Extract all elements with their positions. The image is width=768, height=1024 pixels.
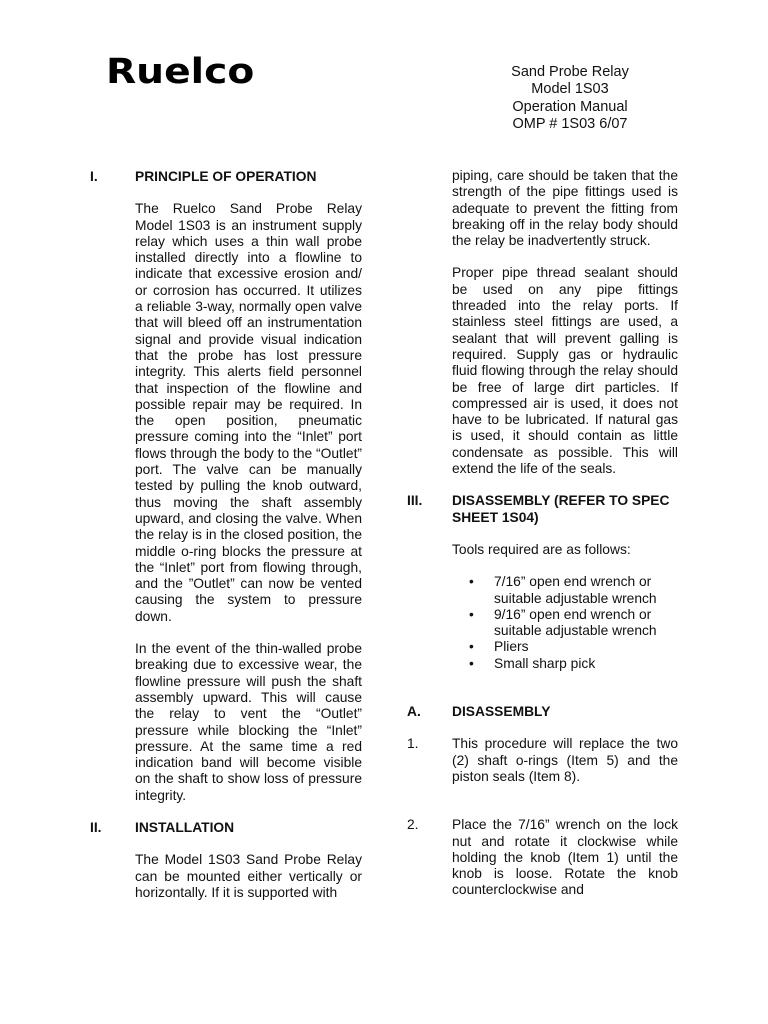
section-1-paragraph-1: The Ruelco Sand Probe Relay Model 1S03 is an instrument supply relay which uses a thin wall probe installed directly into a flowline to indicate that excessive erosion and/ or corrosion has occurred. It utilizes a reliable 3-way, normally open valve that will bleed off an instrumentation signal and provide visual indication that the probe has lost pressure integrity. This alerts field personnel that inspection of the flowline and possible repair may be required. In the open position, pneumatic pressure coming into the “Inlet” port flows through the body to the “Outlet” port. The valve can be manually tested by pulling the knob outward, thus moving the shaft assembly upward, and closing the valve. When the relay is in the closed position, the middle o-ring blocks the pressure at the “Inlet” port from flowing through, and the ”Outlet” can now be vented causing the system to pressure down. bbox=[135, 201, 363, 624]
section-1-number: I. bbox=[90, 169, 98, 184]
section-2-paragraph-1: The Model 1S03 Sand Probe Relay can be mounted either vertically or horizontally. If it is supported with bbox=[135, 852, 362, 900]
bullet-icon: • bbox=[469, 606, 474, 622]
step-2 bbox=[407, 817, 678, 898]
subsection-a-title: DISASSEMBLY bbox=[452, 704, 551, 720]
tools-intro: Tools required are as follows: bbox=[452, 541, 631, 557]
list-item: • Small sharp pick bbox=[469, 655, 596, 671]
section-2-heading bbox=[90, 820, 362, 836]
step-2-text: Place the 7/16” wrench on the lock nut and rotate it clockwise while holding the knob (Item 1) until the knob is loose. Rotate the knob counterclockwise and bbox=[452, 817, 678, 898]
tools-list bbox=[407, 574, 678, 672]
header-model: Model 1S03 bbox=[531, 81, 609, 98]
section-1-title: PRINCIPLE OF OPERATION bbox=[135, 169, 317, 184]
list-item: • 9/16” open end wrench or suitable adjustable wrench bbox=[469, 606, 657, 639]
section-3-title: DISASSEMBLY (REFER TO SPEC SHEET 1S04) bbox=[452, 493, 670, 525]
document-header bbox=[460, 64, 680, 134]
section-2-title: INSTALLATION bbox=[135, 819, 235, 835]
left-column bbox=[90, 169, 362, 901]
company-logo: Ruelco bbox=[106, 52, 255, 92]
step-1-number: 1. bbox=[407, 736, 419, 752]
subsection-a-number: A. bbox=[407, 704, 421, 720]
section-2-number: II. bbox=[90, 819, 102, 835]
subsection-a-heading bbox=[407, 704, 678, 720]
step-2-number: 2. bbox=[407, 817, 419, 833]
step-1-text: This procedure will replace the two (2) shaft o-rings (Item 5) and the piston seals (Item 8). bbox=[452, 736, 678, 784]
header-doc-type: Operation Manual bbox=[512, 98, 628, 115]
section-2-paragraph-2: piping, care should be taken that the strength of the pipe fittings used is adequate to prevent the fitting from breaking off in the relay body should the relay be inadvertently struck. bbox=[452, 168, 678, 249]
section-1-heading bbox=[90, 169, 362, 185]
list-item: • Pliers bbox=[469, 639, 529, 655]
bullet-icon: • bbox=[469, 574, 474, 590]
step-1 bbox=[407, 736, 678, 785]
section-2-paragraph-3: Proper pipe thread sealant should be used on any pipe fittings threaded into the relay ports. If stainless steel fittings are used, a sealant that will prevent galling is required. Supply gas or hydraulic fluid flowing through the relay should be free of large dirt particles. If compressed air is used, it does not have to be lubricated. If natural gas is used, it should contain as little condensate as possible. This will extend the life of the seals. bbox=[452, 265, 678, 477]
header-product: Sand Probe Relay bbox=[511, 64, 629, 80]
bullet-icon: • bbox=[469, 639, 474, 655]
section-3-heading bbox=[407, 493, 678, 526]
right-column bbox=[407, 168, 678, 899]
list-item: • 7/16” open end wrench or suitable adjustable wrench bbox=[469, 574, 657, 606]
section-3-number: III. bbox=[407, 493, 423, 509]
section-1-paragraph-2: In the event of the thin-walled probe breaking due to excessive wear, the flowline pressure will push the shaft assembly upward. This will cause the relay to vent the “Outlet” pressure while blocking the “Inlet” pressure. At the same time a red indication band will become visible on the shaft to show loss of pressure integrity. bbox=[135, 641, 362, 803]
bullet-icon: • bbox=[469, 655, 474, 671]
header-doc-number: OMP # 1S03 6/07 bbox=[512, 116, 628, 133]
